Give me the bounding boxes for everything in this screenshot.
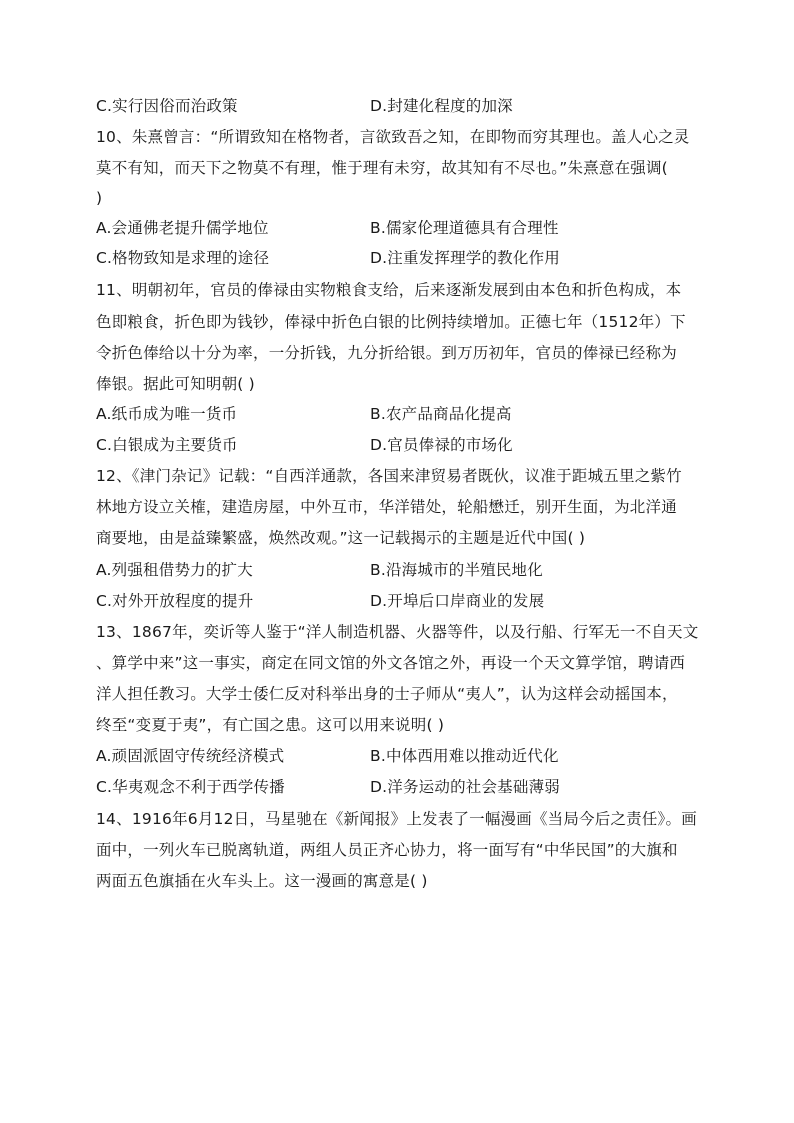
q13-option-a: A.顽固派固守传统经济模式	[96, 747, 285, 765]
q11-stem-line-1: 11、明朝初年，官员的俸禄由实物粮食支给，后来逐渐发展到由本色和折色构成，本	[96, 281, 682, 299]
q13-stem-line-4: 终至“变夏于夷”，有亡国之患。这可以用来说明( )	[96, 716, 445, 734]
q10-stem-line-3: )	[96, 189, 103, 207]
q10-option-d: D.注重发挥理学的教化作用	[370, 249, 560, 267]
q13-option-c: C.华夷观念不利于西学传播	[96, 778, 285, 796]
q11-options-row-ab	[96, 404, 716, 424]
q13-option-b: B.中体西用难以推动近代化	[370, 747, 559, 765]
q12-option-c: C.对外开放程度的提升	[96, 592, 254, 610]
q11-stem-line-4: 俸银。据此可知明朝( )	[96, 375, 255, 393]
q13-option-d: D.洋务运动的社会基础薄弱	[370, 778, 560, 796]
q10-stem-line-1: 10、朱熹曾言：“所谓致知在格物者，言欲致吾之知，在即物而穷其理也。盖人心之灵	[96, 128, 690, 146]
q11-option-b: B.农产品商品化提高	[370, 405, 512, 423]
q13-options-row-ab	[96, 746, 716, 766]
q11-option-d: D.官员俸禄的市场化	[370, 436, 513, 454]
q12-option-d: D.开埠后口岸商业的发展	[370, 592, 545, 610]
q9-option-c: C.实行因俗而治政策	[96, 97, 238, 115]
q11-option-a: A.纸币成为唯一货币	[96, 405, 238, 423]
q12-options-row-ab	[96, 560, 716, 580]
q13-options-row-cd	[96, 777, 716, 797]
q10-stem-line-2: 莫不有知，而天下之物莫不有理，惟于理有未穷，故其知有不尽也。”朱熹意在强调(	[96, 159, 668, 177]
q10-option-c: C.格物致知是求理的途径	[96, 249, 270, 267]
q12-stem-line-2: 林地方设立关榷，建造房屋，中外互市，华洋错处，轮船懋迁，别开生面，为北洋通	[96, 498, 677, 516]
q12-option-a: A.列强租借势力的扩大	[96, 561, 253, 579]
q12-stem-line-3: 商要地，由是益臻繁盛，焕然改观。”这一记载揭示的主题是近代中国( )	[96, 529, 586, 547]
q10-option-a: A.会通佛老提升儒学地位	[96, 219, 269, 237]
q11-options-row-cd	[96, 435, 716, 455]
q13-stem-line-2: 、算学中来”这一事实，商定在同文馆的外文各馆之外，再设一个天文算学馆，聘请西	[96, 654, 686, 672]
q12-options-row-cd	[96, 591, 716, 611]
q13-stem-line-3: 洋人担任教习。大学士倭仁反对科举出身的士子师从“夷人”，认为这样会动摇国本，	[96, 685, 678, 703]
q11-option-c: C.白银成为主要货币	[96, 436, 238, 454]
q9-options-row-cd	[96, 96, 716, 116]
q12-stem-line-1: 12、《津门杂记》记载：“自西洋通款，各国来津贸易者既伙，议准于距城五里之紫竹	[96, 467, 682, 485]
q10-options-row-cd	[96, 248, 716, 268]
q14-stem-line-1: 14、1916年6月12日，马星驰在《新闻报》上发表了一幅漫画《当局今后之责任》。画	[96, 810, 697, 828]
q14-stem-line-3: 两面五色旗插在火车头上。这一漫画的寓意是( )	[96, 872, 428, 890]
q10-options-row-ab	[96, 218, 716, 238]
q12-option-b: B.沿海城市的半殖民地化	[370, 561, 543, 579]
q14-stem-line-2: 面中，一列火车已脱离轨道，两组人员正齐心协力，将一面写有“中华民国”的大旗和	[96, 841, 678, 859]
q10-option-b: B.儒家伦理道德具有合理性	[370, 219, 559, 237]
q11-stem-line-3: 令折色俸给以十分为率，一分折钱，九分折给银。到万历初年，官员的俸禄已经称为	[96, 344, 677, 362]
q9-option-d: D.封建化程度的加深	[370, 97, 513, 115]
q13-stem-line-1: 13、1867年，奕䜣等人鉴于“洋人制造机器、火器等件，以及行船、行军无一不自天文	[96, 623, 699, 641]
q11-stem-line-2: 色即粮食，折色即为钱钞，俸禄中折色白银的比例持续增加。正德七年（1512年）下	[96, 313, 686, 331]
